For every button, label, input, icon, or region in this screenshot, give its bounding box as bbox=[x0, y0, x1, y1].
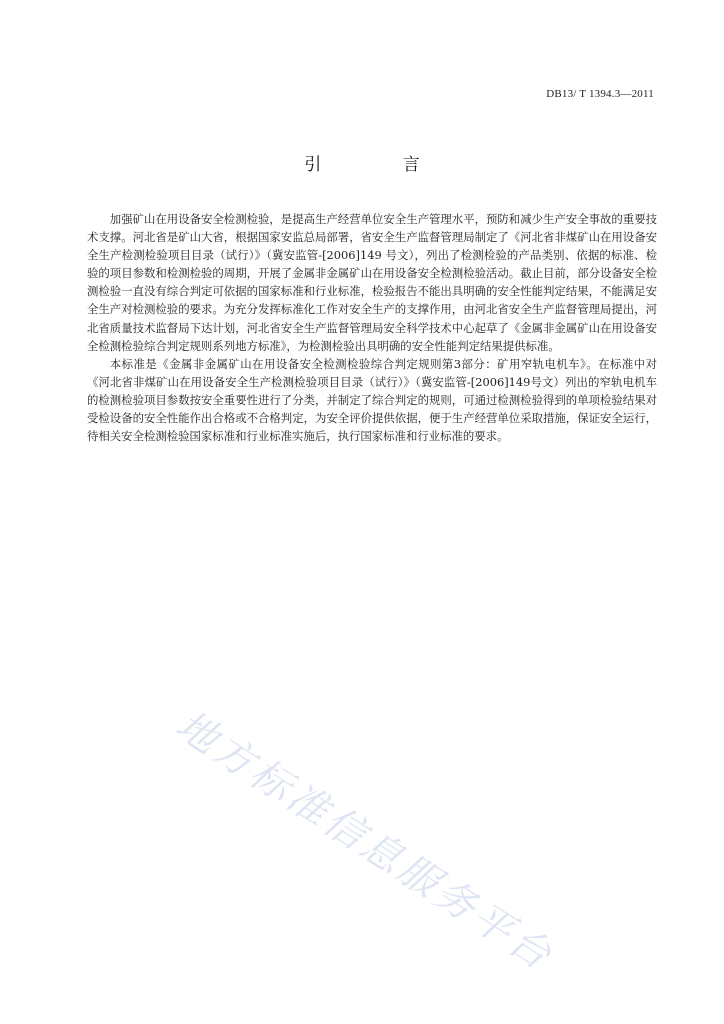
introduction-body bbox=[87, 210, 657, 445]
intro-paragraph-2: 本标准是《金属非金属矿山在用设备安全检测检验综合判定规则第3部分：矿用窄轨电机车》。在标准中对《河北省非煤矿山在用设备安全生产检测检验项目目录（试行）》（冀安监管-[2006]149号文）列出的窄轨电机车的检测检验项目参数按安全重要性进行了分类，并制定了综合判定的规则，可通过检测检验得到的单项检验结果对受检设备的安全性能作出合格或不合格判定，为安全评价提供依据，便于生产经营单位采取措施，保证安全运行，待相关安全检测检验国家标准和行业标准实施后，执行国家标准和行业标准的要求。 bbox=[87, 356, 657, 444]
document-code: DB13/ T 1394.3—2011 bbox=[546, 88, 654, 100]
page-title: 引 言 bbox=[304, 155, 458, 175]
watermark: 地方标准信息服务平台 bbox=[167, 702, 562, 981]
intro-paragraph-1: 加强矿山在用设备安全检测检验，是提高生产经营单位安全生产管理水平，预防和减少生产安全事故的重要技术支撑。河北省是矿山大省，根据国家安监总局部署，省安全生产监督管理局制定了《河北省非煤矿山在用设备安全生产检测检验项目目录（试行）》（冀安监管-[2006]149 号文），列出了检测检验的产品类别、依据的标准、检验的项目参数和检测检验的周期，开展了金属非金属矿山在用设备安全检测检验活动。截止目前，部分设备安全检测检验一直没有综合判定可依据的国家标准和行业标准，检验报告不能出具明确的安全性能判定结果，不能满足安全生产对检测检验的要求。为充分发挥标准化工作对安全生产的支撑作用，由河北省安全生产监督管理局提出，河北省质量技术监督局下达计划，河北省安全生产监督管理局安全科学技术中心起草了《金属非金属矿山在用设备安全检测检验综合判定规则系列地方标准》，为检测检验出具明确的安全性能判定结果提供标准。 bbox=[87, 212, 657, 353]
